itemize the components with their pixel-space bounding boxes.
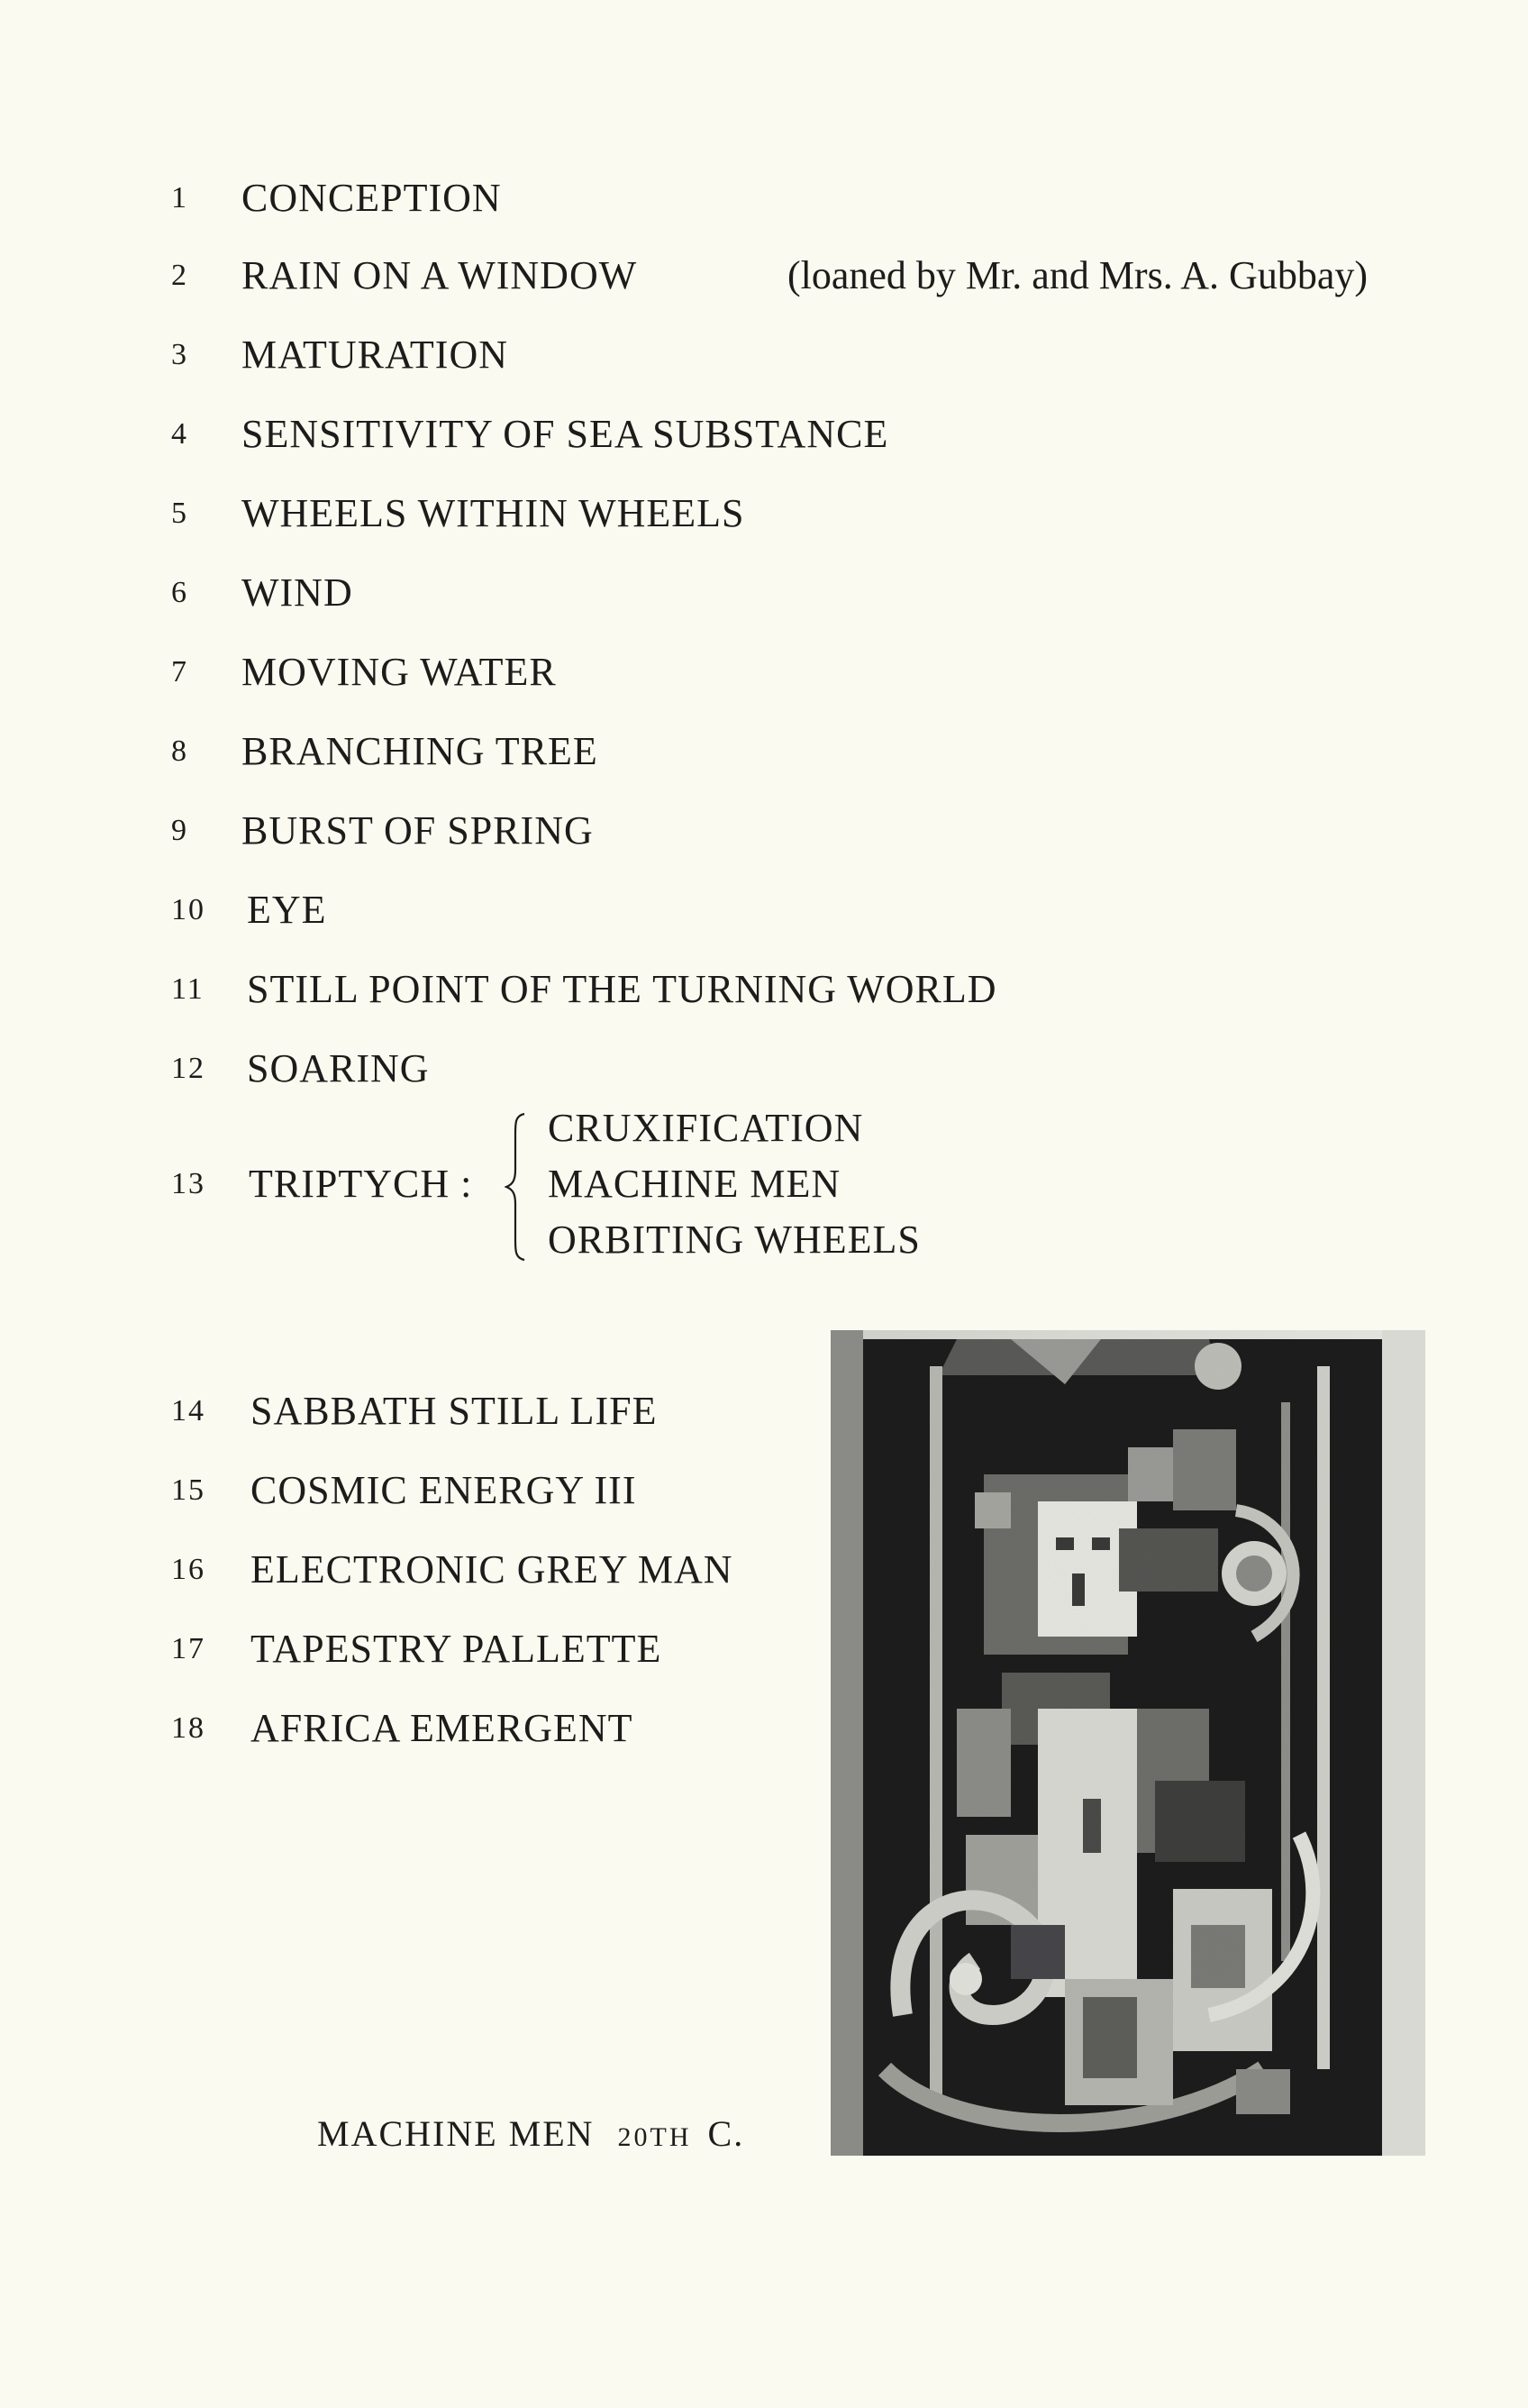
caption-century: 20TH: [617, 2122, 692, 2152]
entry-title: BRANCHING TREE: [241, 729, 598, 773]
entry-10: [171, 883, 982, 937]
entry-number: 7: [171, 655, 188, 689]
entry-title: SOARING: [247, 1046, 430, 1090]
entry-title: WIND: [241, 570, 353, 615]
entry-7: [171, 645, 982, 699]
entry-6: [171, 566, 982, 620]
entry-title: AFRICA EMERGENT: [250, 1706, 633, 1750]
entry-title: STILL POINT OF THE TURNING WORLD: [247, 967, 997, 1011]
entry-8: [171, 725, 982, 779]
loan-note: (loaned by Mr. and Mrs. A. Gubbay): [787, 253, 1369, 297]
entry-number: 16: [171, 1553, 205, 1586]
entry-number: 9: [171, 814, 188, 847]
entry-title: TAPESTRY PALLETTE: [250, 1627, 662, 1671]
entry-9: [171, 804, 982, 858]
entry-number: 4: [171, 417, 188, 451]
entry-title: MOVING WATER: [241, 650, 557, 694]
entry-14: [171, 1384, 802, 1438]
entry-18: [171, 1701, 802, 1756]
entry-title: MATURATION: [241, 333, 508, 377]
entry-number: 11: [171, 972, 205, 1006]
entry-5: [171, 487, 982, 541]
entry-12: [171, 1042, 982, 1096]
photo-caption: [317, 2107, 744, 2165]
tapestry-photo: [831, 1330, 1425, 2156]
entry-title: RAIN ON A WINDOW: [241, 253, 638, 297]
brace-icon: [505, 1110, 541, 1263]
entry-title: SABBATH STILL LIFE: [250, 1389, 658, 1433]
entry-number: 8: [171, 734, 188, 768]
entry-title: BURST OF SPRING: [241, 808, 594, 853]
entry-number: 17: [171, 1632, 205, 1665]
entry-1: [171, 171, 982, 225]
entry-number: 15: [171, 1473, 205, 1507]
triptych-label: TRIPTYCH :: [249, 1162, 473, 1206]
entry-15: [171, 1464, 802, 1518]
triptych-part-1: CRUXIFICATION: [548, 1106, 864, 1150]
triptych-part-3: ORBITING WHEELS: [548, 1218, 921, 1262]
entry-title: ELECTRONIC GREY MAN: [250, 1547, 733, 1592]
entry-title: EYE: [247, 888, 327, 932]
entry-3: [171, 328, 982, 382]
entry-title: CONCEPTION: [241, 176, 502, 220]
entry-number: 3: [171, 338, 188, 371]
entry-4: [171, 407, 982, 461]
triptych-part-2: MACHINE MEN: [548, 1162, 841, 1206]
entry-number: 1: [171, 181, 188, 214]
entry-title: SENSITIVITY OF SEA SUBSTANCE: [241, 412, 889, 456]
entry-16: [171, 1543, 802, 1597]
entry-number: 14: [171, 1394, 205, 1427]
entry-title: WHEELS WITHIN WHEELS: [241, 491, 745, 535]
entry-number: 2: [171, 259, 188, 292]
entry-title: COSMIC ENERGY III: [250, 1468, 637, 1512]
entry-17: [171, 1622, 802, 1676]
caption-suffix: C.: [707, 2113, 745, 2154]
caption-title: MACHINE MEN: [317, 2113, 595, 2154]
entry-number: 10: [171, 893, 205, 926]
entry-11: [171, 962, 1162, 1017]
entry-number: 6: [171, 576, 188, 609]
entry-number: 18: [171, 1711, 205, 1745]
entry-number: 5: [171, 497, 188, 530]
entry-number: 12: [171, 1052, 205, 1085]
entry-number-triptych: 13: [171, 1167, 205, 1200]
